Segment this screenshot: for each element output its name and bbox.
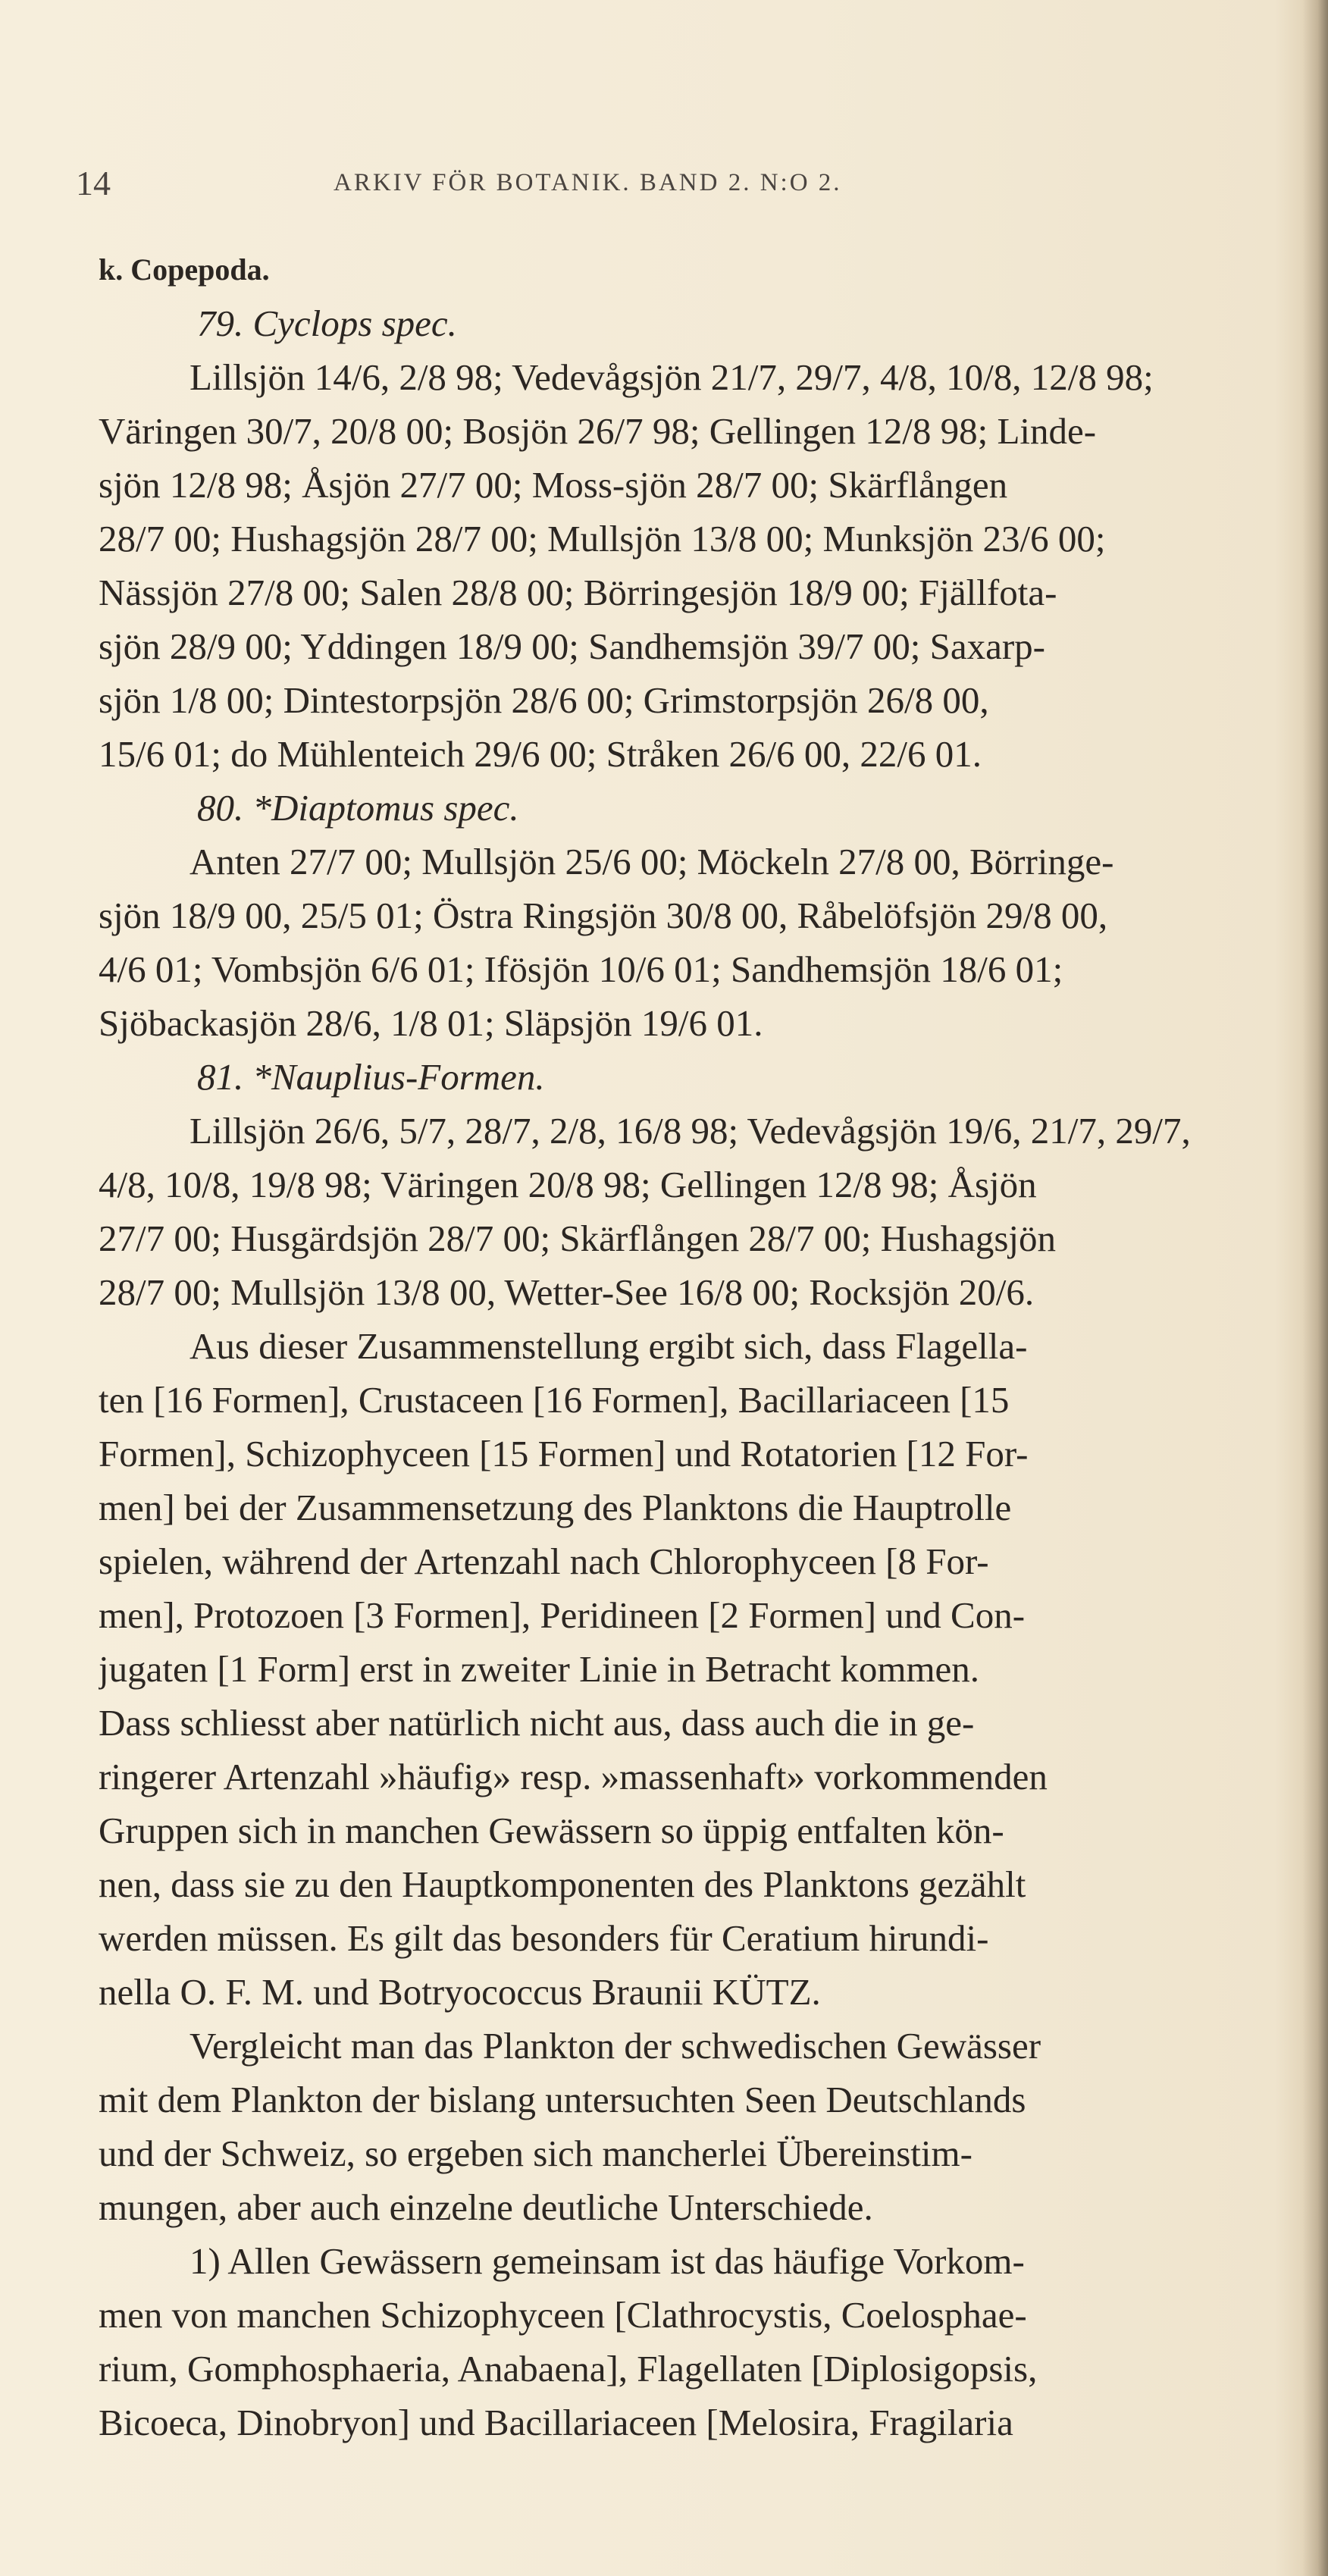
running-title: ARKIV FÖR BOTANIK. BAND 2. N:O 2. — [334, 169, 842, 196]
text-line: sjön 1/8 00; Dintestorpsjön 28/6 00; Grimstorpsjön 26/8 00, — [99, 679, 989, 721]
text-line: ringerer Artenzahl »häufig» resp. »massenhaft» vorkommenden — [99, 1756, 1048, 1797]
text-line: Anten 27/7 00; Mullsjön 25/6 00; Möckeln 27/8 00, Börringe- — [189, 841, 1114, 882]
text-line: 4/8, 10/8, 19/8 98; Väringen 20/8 98; Gellingen 12/8 98; Åsjön — [99, 1164, 1037, 1205]
text-line: werden müssen. Es gilt das besonders für Ceratium hirundi- — [99, 1917, 989, 1959]
text-line: 28/7 00; Mullsjön 13/8 00, Wetter-See 16/8 00; Rocksjön 20/6. — [99, 1271, 1035, 1313]
species-heading: 80. *Diaptomus spec. — [197, 787, 519, 829]
text-line: 4/6 01; Vombsjön 6/6 01; Ifösjön 10/6 01; Sandhemsjön 18/6 01; — [99, 948, 1063, 990]
species-heading: 79. Cyclops spec. — [197, 302, 457, 344]
text-lines — [99, 296, 1285, 2449]
text-line: 28/7 00; Hushagsjön 28/7 00; Mullsjön 13/8 00; Munksjön 23/6 00; — [99, 518, 1106, 559]
section-heading: k. Copepoda. — [99, 252, 270, 287]
text-line: Sjöbackasjön 28/6, 1/8 01; Släpsjön 19/6 01. — [99, 1002, 763, 1044]
text-line: men], Protozoen [3 Formen], Peridineen [2 Formen] und Con- — [99, 1594, 1026, 1636]
text-line: spielen, während der Artenzahl nach Chlorophyceen [8 For- — [99, 1540, 989, 1582]
text-line: men von manchen Schizophyceen [Clathrocystis, Coelosphae- — [99, 2294, 1027, 2336]
text-line: jugaten [1 Form] erst in zweiter Linie in Betracht kommen. — [99, 1648, 980, 1690]
text-line: 27/7 00; Husgärdsjön 28/7 00; Skärflången 28/7 00; Hushagsjön — [99, 1217, 1057, 1259]
text-line: sjön 12/8 98; Åsjön 27/7 00; Moss-sjön 28/7 00; Skärflången — [99, 464, 1008, 506]
text-line: men] bei der Zusammensetzung des Planktons die Hauptrolle — [99, 1487, 1012, 1528]
page-number: 14 — [76, 164, 111, 202]
book-spine-shadow — [1302, 0, 1328, 2576]
text-line: rium, Gomphosphaeria, Anabaena], Flagellaten [Diplosigopsis, — [99, 2348, 1038, 2390]
text-line: Gruppen sich in manchen Gewässern so üppig entfalten kön- — [99, 1810, 1004, 1851]
text-line: Formen], Schizophyceen [15 Formen] und Rotatorien [12 For- — [99, 1433, 1029, 1474]
text-line: Vergleicht man das Plankton der schwedischen Gewässer — [189, 2025, 1041, 2067]
text-line: Bicoeca, Dinobryon] und Bacillariaceen [Melosira, Fragilaria — [99, 2402, 1013, 2443]
text-line: Dass schliesst aber natürlich nicht aus, dass auch die in ge- — [99, 1702, 975, 1744]
text-line: nen, dass sie zu den Hauptkomponenten des Planktons gezählt — [99, 1863, 1026, 1905]
text-line: Lillsjön 26/6, 5/7, 28/7, 2/8, 16/8 98; Vedevågsjön 19/6, 21/7, 29/7, — [189, 1110, 1191, 1152]
text-line: 1) Allen Gewässern gemeinsam ist das häufige Vorkom- — [189, 2240, 1025, 2282]
text-line: sjön 28/9 00; Yddingen 18/9 00; Sandhemsjön 39/7 00; Saxarp- — [99, 625, 1045, 667]
text-line: sjön 18/9 00, 25/5 01; Östra Ringsjön 30/8 00, Råbelöfsjön 29/8 00, — [99, 895, 1108, 936]
text-line: Aus dieser Zusammenstellung ergibt sich, dass Flagella- — [189, 1325, 1028, 1367]
text-line: Nässjön 27/8 00; Salen 28/8 00; Börringesjön 18/9 00; Fjällfota- — [99, 572, 1057, 613]
page-header — [76, 163, 1258, 208]
text-line: Lillsjön 14/6, 2/8 98; Vedevågsjön 21/7, 29/7, 4/8, 10/8, 12/8 98; — [189, 356, 1154, 398]
text-line: mungen, aber auch einzelne deutliche Unterschiede. — [99, 2186, 873, 2228]
body-text — [99, 243, 1285, 2449]
species-heading: 81. *Nauplius-Formen. — [197, 1056, 545, 1098]
text-line: mit dem Plankton der bislang untersuchten Seen Deutschlands — [99, 2079, 1026, 2120]
text-line: ten [16 Formen], Crustaceen [16 Formen], Bacillariaceen [15 — [99, 1379, 1010, 1421]
text-line: und der Schweiz, so ergeben sich mancherlei Übereinstim- — [99, 2133, 973, 2174]
text-line: nella O. F. M. und Botryococcus Braunii KÜTZ. — [99, 1971, 821, 2013]
text-line: 15/6 01; do Mühlenteich 29/6 00; Stråken 26/6 00, 22/6 01. — [99, 733, 982, 775]
text-line: Väringen 30/7, 20/8 00; Bosjön 26/7 98; Gellingen 12/8 98; Linde- — [99, 410, 1097, 452]
